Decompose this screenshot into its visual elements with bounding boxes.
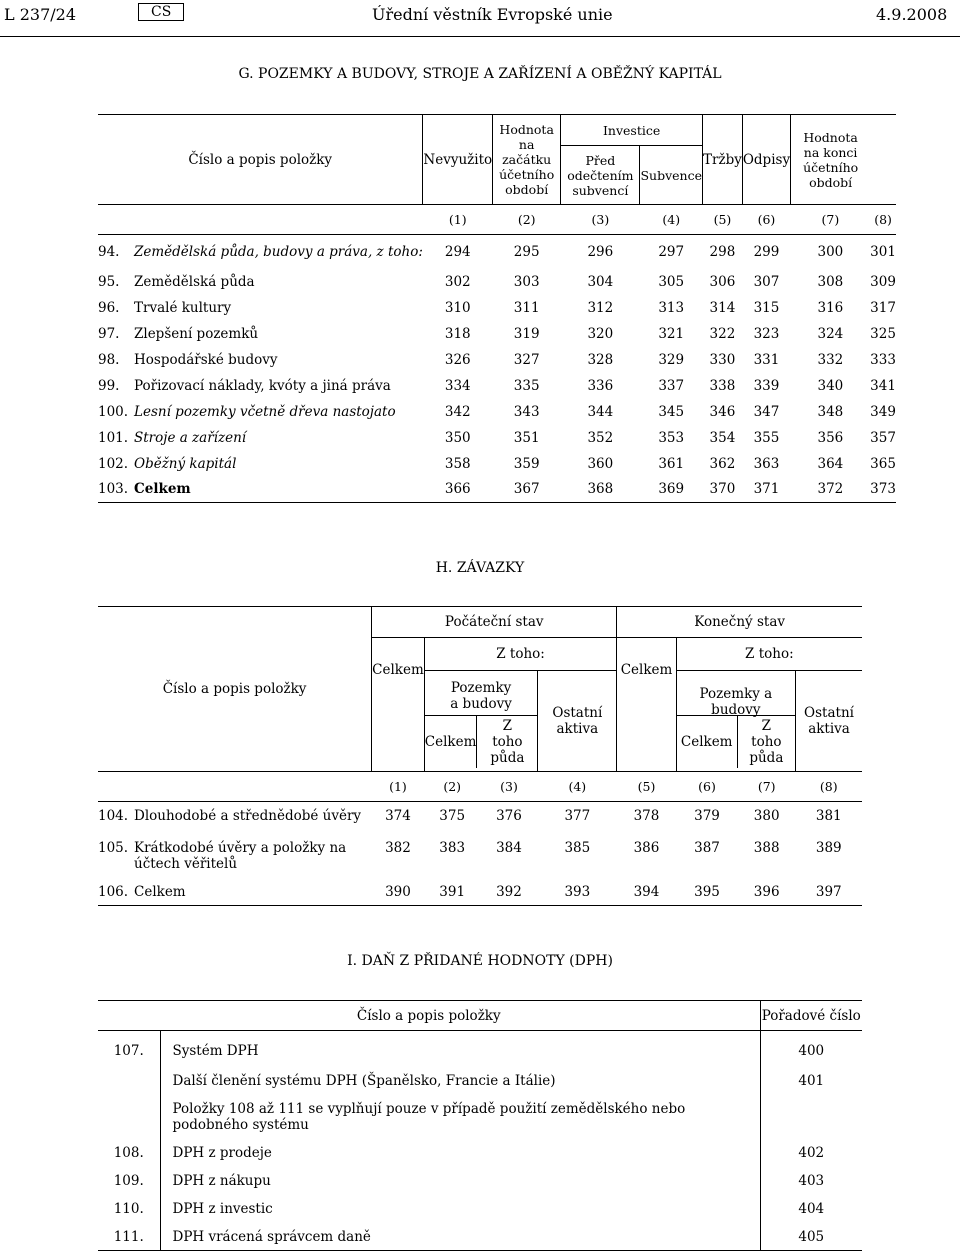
row-label <box>98 373 423 399</box>
col-header-total: Celkem <box>680 734 733 750</box>
col-header-investice: Investice <box>561 115 703 146</box>
table-row <box>98 1195 862 1223</box>
cell-code: 300 <box>817 243 844 260</box>
cell-code: 360 <box>587 455 614 472</box>
cell-code: 391 <box>439 883 466 900</box>
cell-code: 370 <box>709 481 736 498</box>
cell-code: 294 <box>444 243 471 260</box>
row-code: 401 <box>760 1067 862 1095</box>
table-row <box>98 321 896 347</box>
colnum: (7) <box>821 212 840 227</box>
row-number: 108. <box>113 1144 144 1161</box>
cell-code: 363 <box>753 455 780 472</box>
cell-code: 365 <box>870 455 896 472</box>
col-header-landbld: Pozemky a budovy <box>677 674 795 716</box>
cell-code: 305 <box>658 273 685 290</box>
row-text: Celkem <box>134 883 186 900</box>
row-number: 100. <box>98 403 129 420</box>
col-header-end: Hodnota na konci účetního období <box>791 115 871 205</box>
col-header-opening: Počáteční stav <box>372 607 617 638</box>
col-header-desc: Číslo a popis položky <box>188 151 333 168</box>
row-number: 102. <box>98 455 129 472</box>
cell-code: 328 <box>587 351 614 368</box>
cell-code: 336 <box>587 377 614 394</box>
colnum: (7) <box>757 779 776 794</box>
table-row <box>98 834 862 878</box>
cell-code: 358 <box>444 455 471 472</box>
cell-code: 388 <box>753 839 780 856</box>
cell-code: 298 <box>709 243 736 260</box>
cell-code: 319 <box>513 325 540 342</box>
table-row <box>98 1031 862 1067</box>
cell-code: 382 <box>385 839 411 856</box>
colnum: (5) <box>713 212 732 227</box>
cell-code: 359 <box>513 455 540 472</box>
row-number: 103. <box>98 481 129 498</box>
row-text: Trvalé kultury <box>134 299 232 316</box>
cell-code: 356 <box>817 429 844 446</box>
cell-code: 333 <box>870 351 896 368</box>
table-row <box>98 451 896 477</box>
cell-code: 351 <box>513 429 540 446</box>
cell-code: 387 <box>694 839 720 856</box>
land-buildings-group <box>676 671 795 772</box>
col-header-desc: Číslo a popis položky <box>356 1007 501 1024</box>
cell-code: 317 <box>870 299 896 316</box>
cell-code: 350 <box>444 429 471 446</box>
col-header-landbld: Pozemky a budovy <box>425 674 538 716</box>
row-number: 98. <box>98 351 120 368</box>
cell-code: 378 <box>633 808 660 824</box>
cell-code: 335 <box>513 377 540 394</box>
col-header-desc: Číslo a popis položky <box>162 681 307 697</box>
row-label <box>98 878 372 906</box>
row-text: Hospodářské budovy <box>134 351 278 368</box>
row-text: Zemědělská půda <box>134 273 255 290</box>
publication-date: 4.9.2008 <box>876 5 948 24</box>
row-text: Zemědělská půda, budovy a práva, z toho: <box>134 243 423 260</box>
row-code: 400 <box>760 1031 862 1067</box>
row-text: Položky 108 až 111 se vyplňují pouze v případě použití zemědělského nebo podobného systému <box>160 1095 760 1139</box>
page-number: L 237/24 <box>4 5 76 24</box>
table-row <box>98 399 896 425</box>
col-header-start: Hodnota na začátku účetního období <box>493 115 561 205</box>
section-g-table <box>98 114 896 503</box>
cell-code: 343 <box>513 403 540 420</box>
col-header-total: Celkem <box>617 638 676 772</box>
cell-code: 326 <box>444 351 471 368</box>
cell-code: 369 <box>658 481 685 498</box>
cell-code: 320 <box>587 325 614 342</box>
section-h-title: H. ZÁVAZKY <box>435 560 525 576</box>
row-label <box>98 269 423 295</box>
table-row <box>98 1095 862 1139</box>
cell-code: 308 <box>817 273 844 290</box>
cell-code: 380 <box>753 808 780 824</box>
row-number: 111. <box>113 1228 144 1245</box>
cell-code: 364 <box>817 455 844 472</box>
row-code <box>760 1095 862 1139</box>
row-text: Stroje a zařízení <box>134 429 247 446</box>
cell-code: 339 <box>753 377 780 394</box>
cell-code: 354 <box>709 429 736 446</box>
col-header-total: Celkem <box>372 638 425 772</box>
cell-code: 347 <box>753 403 780 420</box>
col-header-closing: Konečný stav <box>617 607 862 638</box>
col-header-other: Ostatní aktiva <box>538 671 617 772</box>
row-label <box>98 477 423 503</box>
table-row <box>98 1167 862 1195</box>
cell-code: 297 <box>658 243 685 260</box>
row-label <box>98 321 423 347</box>
language-badge: CS <box>138 3 184 21</box>
cell-code: 310 <box>444 299 471 316</box>
row-number: 106. <box>98 883 129 900</box>
header-rule <box>0 36 960 37</box>
row-number: 94. <box>98 243 120 260</box>
col-header-other: Ostatní aktiva <box>796 671 862 772</box>
cell-code: 377 <box>564 808 591 824</box>
section-i-rows <box>98 1031 862 1251</box>
row-number: 109. <box>113 1172 144 1189</box>
row-text: Lesní pozemky včetně dřeva nastojato <box>134 403 396 420</box>
cell-code: 324 <box>817 325 844 342</box>
row-text: Systém DPH <box>160 1031 760 1067</box>
cell-code: 318 <box>444 325 471 342</box>
cell-code: 352 <box>587 429 614 446</box>
cell-code: 329 <box>658 351 685 368</box>
cell-code: 307 <box>753 273 780 290</box>
col-header-order: Pořadové číslo <box>760 1001 862 1031</box>
row-number <box>98 1067 160 1095</box>
colnum: (5) <box>637 779 656 794</box>
cell-code: 296 <box>587 243 614 260</box>
cell-code: 302 <box>444 273 471 290</box>
cell-code: 390 <box>385 883 411 900</box>
cell-code: 301 <box>870 243 896 260</box>
colnum: (8) <box>819 779 838 794</box>
cell-code: 331 <box>753 351 780 368</box>
table-row <box>98 425 896 451</box>
cell-code: 348 <box>817 403 844 420</box>
cell-code: 322 <box>709 325 736 342</box>
row-label <box>98 834 372 878</box>
cell-code: 332 <box>817 351 844 368</box>
cell-code: 385 <box>564 839 591 856</box>
cell-code: 314 <box>709 299 736 316</box>
row-text: DPH z nákupu <box>160 1167 760 1195</box>
cell-code: 321 <box>658 325 685 342</box>
colnum: (3) <box>500 779 518 794</box>
row-text: Oběžný kapitál <box>134 455 237 472</box>
cell-code: 323 <box>753 325 780 342</box>
col-header-ofwhich: Z toho: <box>676 638 862 671</box>
row-code: 402 <box>760 1139 862 1167</box>
page-header <box>0 0 960 40</box>
table-row <box>98 1223 862 1251</box>
row-text: Další členění systému DPH (Španělsko, Francie a Itálie) <box>160 1067 760 1095</box>
cell-code: 349 <box>870 403 896 420</box>
cell-code: 376 <box>496 808 522 824</box>
cell-code: 327 <box>513 351 540 368</box>
cell-code: 313 <box>658 299 685 316</box>
row-number: 110. <box>113 1200 144 1217</box>
cell-code: 299 <box>753 243 780 260</box>
section-g-rows <box>98 235 896 503</box>
col-header-unused: Nevyužito <box>423 115 493 205</box>
colnum-row <box>98 205 896 235</box>
row-number: 99. <box>98 377 120 394</box>
cell-code: 309 <box>870 273 896 290</box>
cell-code: 306 <box>709 273 736 290</box>
cell-code: 355 <box>753 429 780 446</box>
col-header-subsidy: Subvence <box>640 146 703 205</box>
cell-code: 295 <box>513 243 540 260</box>
colnum: (4) <box>568 779 587 794</box>
row-label <box>98 295 423 321</box>
col-header-before: Před odečtením subvencí <box>561 146 640 205</box>
col-header-ofwhichland: Z toho půda <box>737 716 795 768</box>
row-label <box>98 451 423 477</box>
table-row <box>98 1139 862 1167</box>
section-g-title: G. POZEMKY A BUDOVY, STROJE A ZAŘÍZENÍ A OBĚŽNÝ KAPITÁL <box>238 66 722 82</box>
cell-code: 393 <box>564 883 591 900</box>
cell-code: 344 <box>587 403 614 420</box>
row-text: DPH vrácená správcem daně <box>160 1223 760 1251</box>
cell-code: 396 <box>753 883 780 900</box>
cell-code: 383 <box>439 839 466 856</box>
cell-code: 366 <box>444 481 471 498</box>
table-row <box>98 802 862 834</box>
section-h-rows <box>98 802 862 906</box>
row-text: Krátkodobé úvěry a položky na účtech věřitelů <box>134 839 347 872</box>
cell-code: 361 <box>658 455 685 472</box>
cell-code: 368 <box>587 481 614 498</box>
colnum: (6) <box>757 212 776 227</box>
cell-code: 371 <box>753 481 780 498</box>
row-label <box>98 399 423 425</box>
table-row <box>98 373 896 399</box>
journal-title: Úřední věstník Evropské unie <box>372 5 613 24</box>
cell-code: 345 <box>658 403 685 420</box>
cell-code: 357 <box>870 429 896 446</box>
row-text: Dlouhodobé a střednědobé úvěry <box>134 808 362 824</box>
col-header-ofwhich: Z toho: <box>424 638 617 671</box>
colnum: (1) <box>448 212 467 227</box>
table-row <box>98 347 896 373</box>
section-h-table <box>98 606 862 906</box>
row-number <box>98 1095 160 1139</box>
row-text: Pořizovací náklady, kvóty a jiná práva <box>134 377 391 394</box>
row-label <box>98 235 423 269</box>
col-header-depr: Odpisy <box>742 115 790 205</box>
cell-code: 340 <box>817 377 844 394</box>
cell-code: 386 <box>633 839 660 856</box>
cell-code: 394 <box>633 883 660 900</box>
cell-code: 312 <box>587 299 614 316</box>
row-number: 97. <box>98 325 120 342</box>
colnum: (2) <box>443 779 462 794</box>
cell-code: 362 <box>709 455 736 472</box>
colnum: (2) <box>517 212 536 227</box>
section-i-title: I. DAŇ Z PŘIDANÉ HODNOTY (DPH) <box>347 953 613 969</box>
cell-code: 303 <box>513 273 540 290</box>
row-text: DPH z prodeje <box>160 1139 760 1167</box>
row-number: 104. <box>98 808 129 824</box>
colnum: (1) <box>389 779 407 794</box>
cell-code: 342 <box>444 403 471 420</box>
row-number: 96. <box>98 299 120 316</box>
col-header-sales: Tržby <box>703 115 743 205</box>
colnum: (6) <box>698 779 716 794</box>
land-buildings-group <box>424 671 538 772</box>
section-i-table <box>98 1000 862 1251</box>
cell-code: 392 <box>496 883 522 900</box>
row-text: Celkem <box>134 481 191 498</box>
cell-code: 338 <box>709 377 736 394</box>
table-row <box>98 295 896 321</box>
table-row <box>98 878 862 906</box>
colnum-row <box>98 772 862 802</box>
cell-code: 337 <box>658 377 685 394</box>
cell-code: 367 <box>513 481 540 498</box>
cell-code: 304 <box>587 273 614 290</box>
row-label <box>98 425 423 451</box>
cell-code: 397 <box>815 883 842 900</box>
cell-code: 353 <box>658 429 685 446</box>
cell-code: 334 <box>444 377 471 394</box>
cell-code: 374 <box>385 808 411 824</box>
cell-code: 341 <box>870 377 896 394</box>
colnum: (8) <box>874 212 892 227</box>
row-label <box>98 802 372 834</box>
cell-code: 311 <box>513 299 540 316</box>
row-code: 404 <box>760 1195 862 1223</box>
cell-code: 389 <box>815 839 842 856</box>
row-text: Zlepšení pozemků <box>134 325 259 342</box>
row-code: 403 <box>760 1167 862 1195</box>
row-number: 95. <box>98 273 120 290</box>
cell-code: 379 <box>694 808 720 824</box>
table-row <box>98 269 896 295</box>
cell-code: 372 <box>817 481 844 498</box>
colnum: (3) <box>591 212 610 227</box>
cell-code: 346 <box>709 403 736 420</box>
cell-code: 375 <box>439 808 466 824</box>
cell-code: 373 <box>870 481 896 498</box>
table-row <box>98 235 896 269</box>
col-header-ofwhichland: Z toho půda <box>476 716 537 768</box>
col-header-total: Celkem <box>424 734 477 750</box>
cell-code: 395 <box>694 883 720 900</box>
cell-code: 381 <box>815 808 842 824</box>
cell-code: 315 <box>753 299 780 316</box>
row-number: 101. <box>98 429 129 446</box>
row-number: 105. <box>98 839 129 856</box>
cell-code: 384 <box>496 839 522 856</box>
cell-code: 330 <box>709 351 736 368</box>
row-number: 107. <box>113 1043 144 1059</box>
table-row <box>98 1067 862 1095</box>
row-code: 405 <box>760 1223 862 1251</box>
colnum: (4) <box>662 212 681 227</box>
cell-code: 325 <box>870 325 896 342</box>
row-label <box>98 347 423 373</box>
table-row <box>98 477 896 503</box>
cell-code: 316 <box>817 299 844 316</box>
row-text: DPH z investic <box>160 1195 760 1223</box>
